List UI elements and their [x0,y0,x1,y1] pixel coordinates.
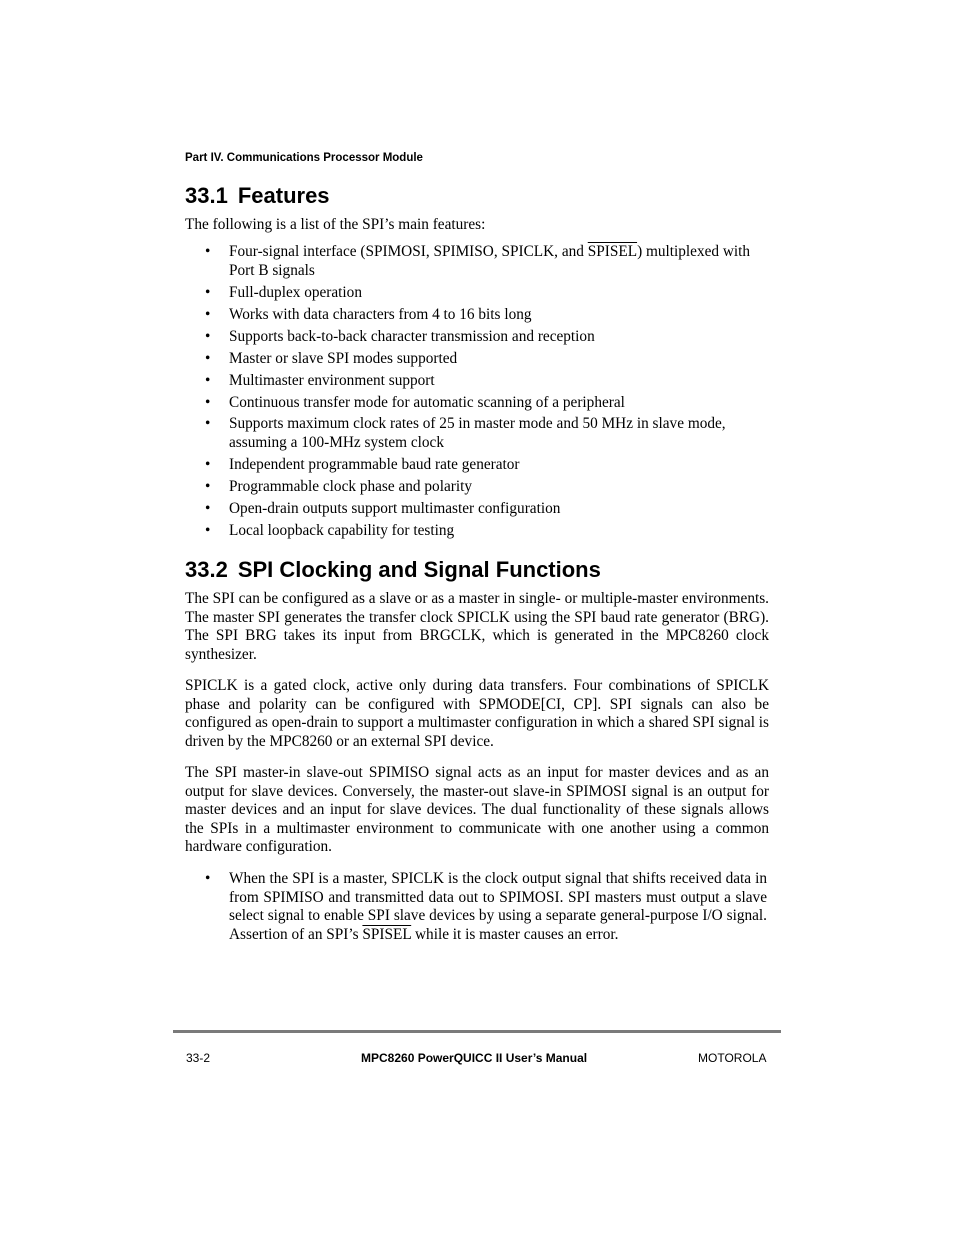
bullet-icon: • [205,371,211,389]
active-low-signal: SPISEL [587,243,638,260]
body-paragraph: SPICLK is a gated clock, active only during data transfers. Four combinations of SPICLK phase and polarity can be configured with SPMODE[CI, CP]. SPI signals can also be configured as open-drain to support a multimaster configuration in which a shared SPI signal is driven by the MPC8260 or an external SPI device. [185,677,769,750]
bullet-icon: • [205,243,211,260]
list-item-text: Supports back-to-back character transmission and reception [229,327,595,345]
list-item-text: Works with data characters from 4 to 16 bits long [229,305,532,323]
running-header: Part IV. Communications Processor Module [185,152,423,164]
list-item [185,478,770,497]
bullet-icon: • [205,456,211,474]
page-number: 33-2 [186,1051,211,1065]
list-item-text: Multimaster environment support [229,371,435,389]
footer-divider [173,1030,781,1033]
list-item-text: while it is master causes an error. [411,925,619,943]
list-item-text: Supports maximum clock rates of 25 in master mode and 50 MHz in slave mode, assuming a 100-MHz system clock [229,415,726,452]
list-item-text: When the SPI is a master, SPICLK is the clock output signal that shifts received data in from SPIMISO and transmitted data out to SPIMOSI. SPI masters must output a slave select signal to enable SPI slave devices by using a separate general-purpose I/O signal. Assertion of an SPI’s [229,870,767,943]
section-number: 33.1 [185,183,228,208]
section-heading-clocking [185,557,601,583]
features-list [185,243,770,544]
bullet-icon: • [205,305,211,323]
list-item-text: Independent programmable baud rate generator [229,456,520,474]
list-item [185,415,770,452]
list-item [185,350,770,369]
list-item [185,306,770,325]
list-item [185,394,770,413]
section-number: 33.2 [185,557,228,582]
bullet-icon: • [205,283,211,301]
bullet-icon: • [205,870,211,887]
list-item-text: Open-drain outputs support multimaster configuration [229,500,561,518]
list-item-text: Programmable clock phase and polarity [229,478,472,496]
intro-paragraph: The following is a list of the SPI’s main features: [185,216,486,233]
section-title: Features [237,183,330,208]
bullet-icon: • [205,393,211,411]
list-item-text: Four-signal interface (SPIMOSI, SPIMISO, SPICLK, and [229,243,588,260]
list-item [185,870,767,944]
bullet-icon: • [205,478,211,496]
list-item [185,456,770,475]
bullet-icon: • [205,415,211,433]
list-item-text: Continuous transfer mode for automatic scanning of a peripheral [229,393,625,411]
bullet-icon: • [205,500,211,518]
body-paragraph: The SPI can be configured as a slave or as a master in single- or multiple-master environments. The master SPI generates the transfer clock SPICLK using the SPI baud rate generator (BRG). The SPI BRG takes its input from BRGCLK, which is generated in the MPC8260 clock synthesizer. [185,590,769,663]
active-low-signal: SPISEL [362,925,412,943]
list-item-text: Full-duplex operation [229,283,362,301]
list-item-text: ) multiplexed with Port B signals [229,243,751,279]
list-item [185,243,770,280]
list-item-text: Local loopback capability for testing [229,522,455,540]
bullet-icon: • [205,349,211,367]
company-name: MOTOROLA [698,1051,767,1065]
list-item [185,522,770,541]
list-item [185,328,770,347]
list-item-text: Master or slave SPI modes supported [229,349,458,367]
list-item [185,372,770,391]
manual-title: MPC8260 PowerQUICC II User’s Manual [361,1051,588,1065]
section-heading-features [185,183,330,209]
bullet-icon: • [205,327,211,345]
list-item [185,284,770,303]
body-paragraph: The SPI master-in slave-out SPIMISO signal acts as an input for master devices and as an output for slave devices. Conversely, the master-out slave-in SPIMOSI signal is an output for master devices and an input for slave devices. The dual functionality of these signals allows the SPIs in a multimaster environment to communicate with one another using a common hardware configuration. [185,764,769,856]
section-title: SPI Clocking and Signal Functions [237,557,601,582]
bullet-icon: • [205,522,211,540]
list-item [185,500,770,519]
master-note-list [185,870,767,948]
